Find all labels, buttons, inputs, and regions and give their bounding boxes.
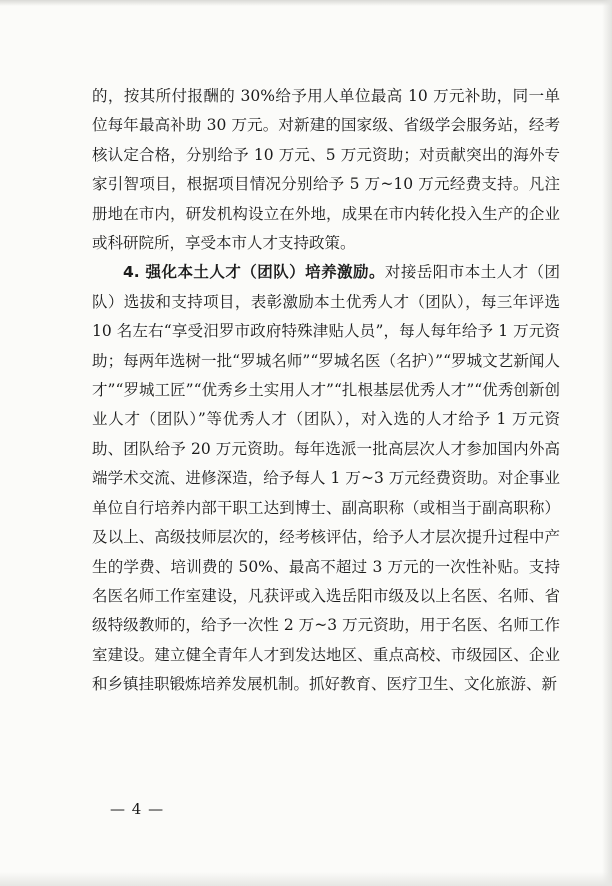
scan-shadow-top	[0, 0, 612, 6]
paragraph-continued: 的，按其所付报酬的 30%给予用人单位最高 10 万元补助，同一单位每年最高补助 30 万元。对新建的国家级、省级学会服务站，经考核认定合格，分别给予 10 万元、5 万元资助；对贡献突出的海外专家引智项目，根据项目情况分别给予 5 万~10 万元经费支持。凡注册地在市内，研发机构设立在外地，成果在市内转化投入生产的企业或科研院所，享受本市人才支持政策。	[92, 87, 560, 253]
scan-shadow-bottom	[0, 872, 612, 886]
section-body: 对接岳阳市本土人才（团队）选拔和支持项目，表彰激励本土优秀人才（团队），每三年评选 10 名左右“享受汨罗市政府特殊津贴人员”，每人每年给予 1 万元资助；每两年选树一批“罗城名师”“罗城名医（名护）”“罗城文艺新闻人才”“罗城工匠”“优秀乡土实用人才”“扎根基层优秀人才”“优秀创新创业人才（团队）”等优秀人才（团队），对入选的人才给予 1 万元资助、团队给予 20 万元资助。每年选派一批高层次人才参加国内外高端学术交流、进修深造，给予每人 1 万~3 万元经费资助。对企事业单位自行培养内部干职工达到博士、副高职称（或相当于副高职称）及以上、高级技师层次的，经考核评估，给予人才层次提升过程中产生的学费、培训费的 50%、最高不超过 3 万元的一次性补贴。支持名医名师工作室建设，凡获评或入选岳阳市级及以上名医、名师、省级特级教师的，给予一次性 2 万~3 万元资助，用于名医、名师工作室建设。建立健全青年人才到发达地区、重点高校、市级园区、企业和乡镇挂职锻炼培养发展机制。抓好教育、医疗卫生、文化旅游、新	[92, 263, 560, 694]
section-heading: 4. 强化本土人才（团队）培养激励。	[123, 263, 385, 282]
page-number: — 4 —	[110, 800, 165, 818]
scan-shadow-right	[602, 0, 612, 886]
paragraph-section-4	[92, 258, 560, 699]
body-text	[92, 82, 560, 700]
